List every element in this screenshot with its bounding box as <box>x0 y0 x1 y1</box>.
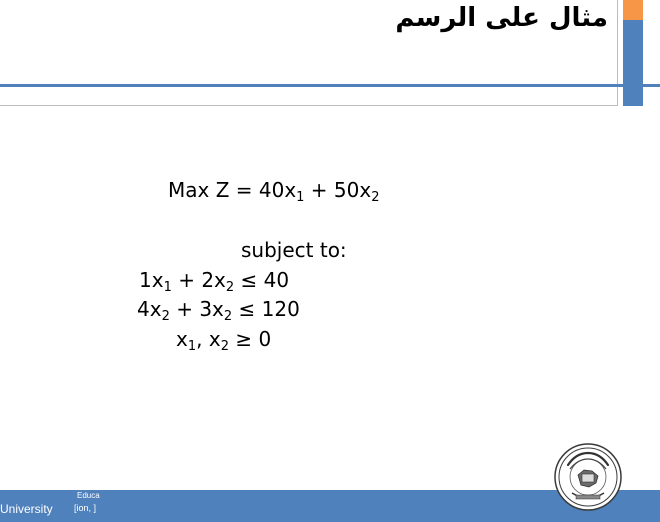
subject-to-label: subject to: <box>241 238 347 262</box>
accent-orange-block <box>623 0 643 20</box>
objective-function: Max $Z = 40x_1 + 50x_2$ <box>168 178 380 205</box>
constraint-1: $1x_1 + 2x_2 \le 40$ <box>139 268 290 295</box>
constraint-3: $x_1$, $x_2 \ge 0$ <box>176 327 272 354</box>
slide-title: مثال على الرسم <box>395 3 608 33</box>
footer-ion-text: [ion, ] <box>74 503 97 513</box>
footer-university-text: University <box>0 502 53 516</box>
university-seal-icon <box>554 443 622 511</box>
accent-blue-block <box>623 20 643 106</box>
constraint-2: $4x_2 + 3x_2 \le 120$ <box>137 297 300 324</box>
footer-educa-text: Educa <box>77 491 100 500</box>
title-underline <box>0 84 660 87</box>
